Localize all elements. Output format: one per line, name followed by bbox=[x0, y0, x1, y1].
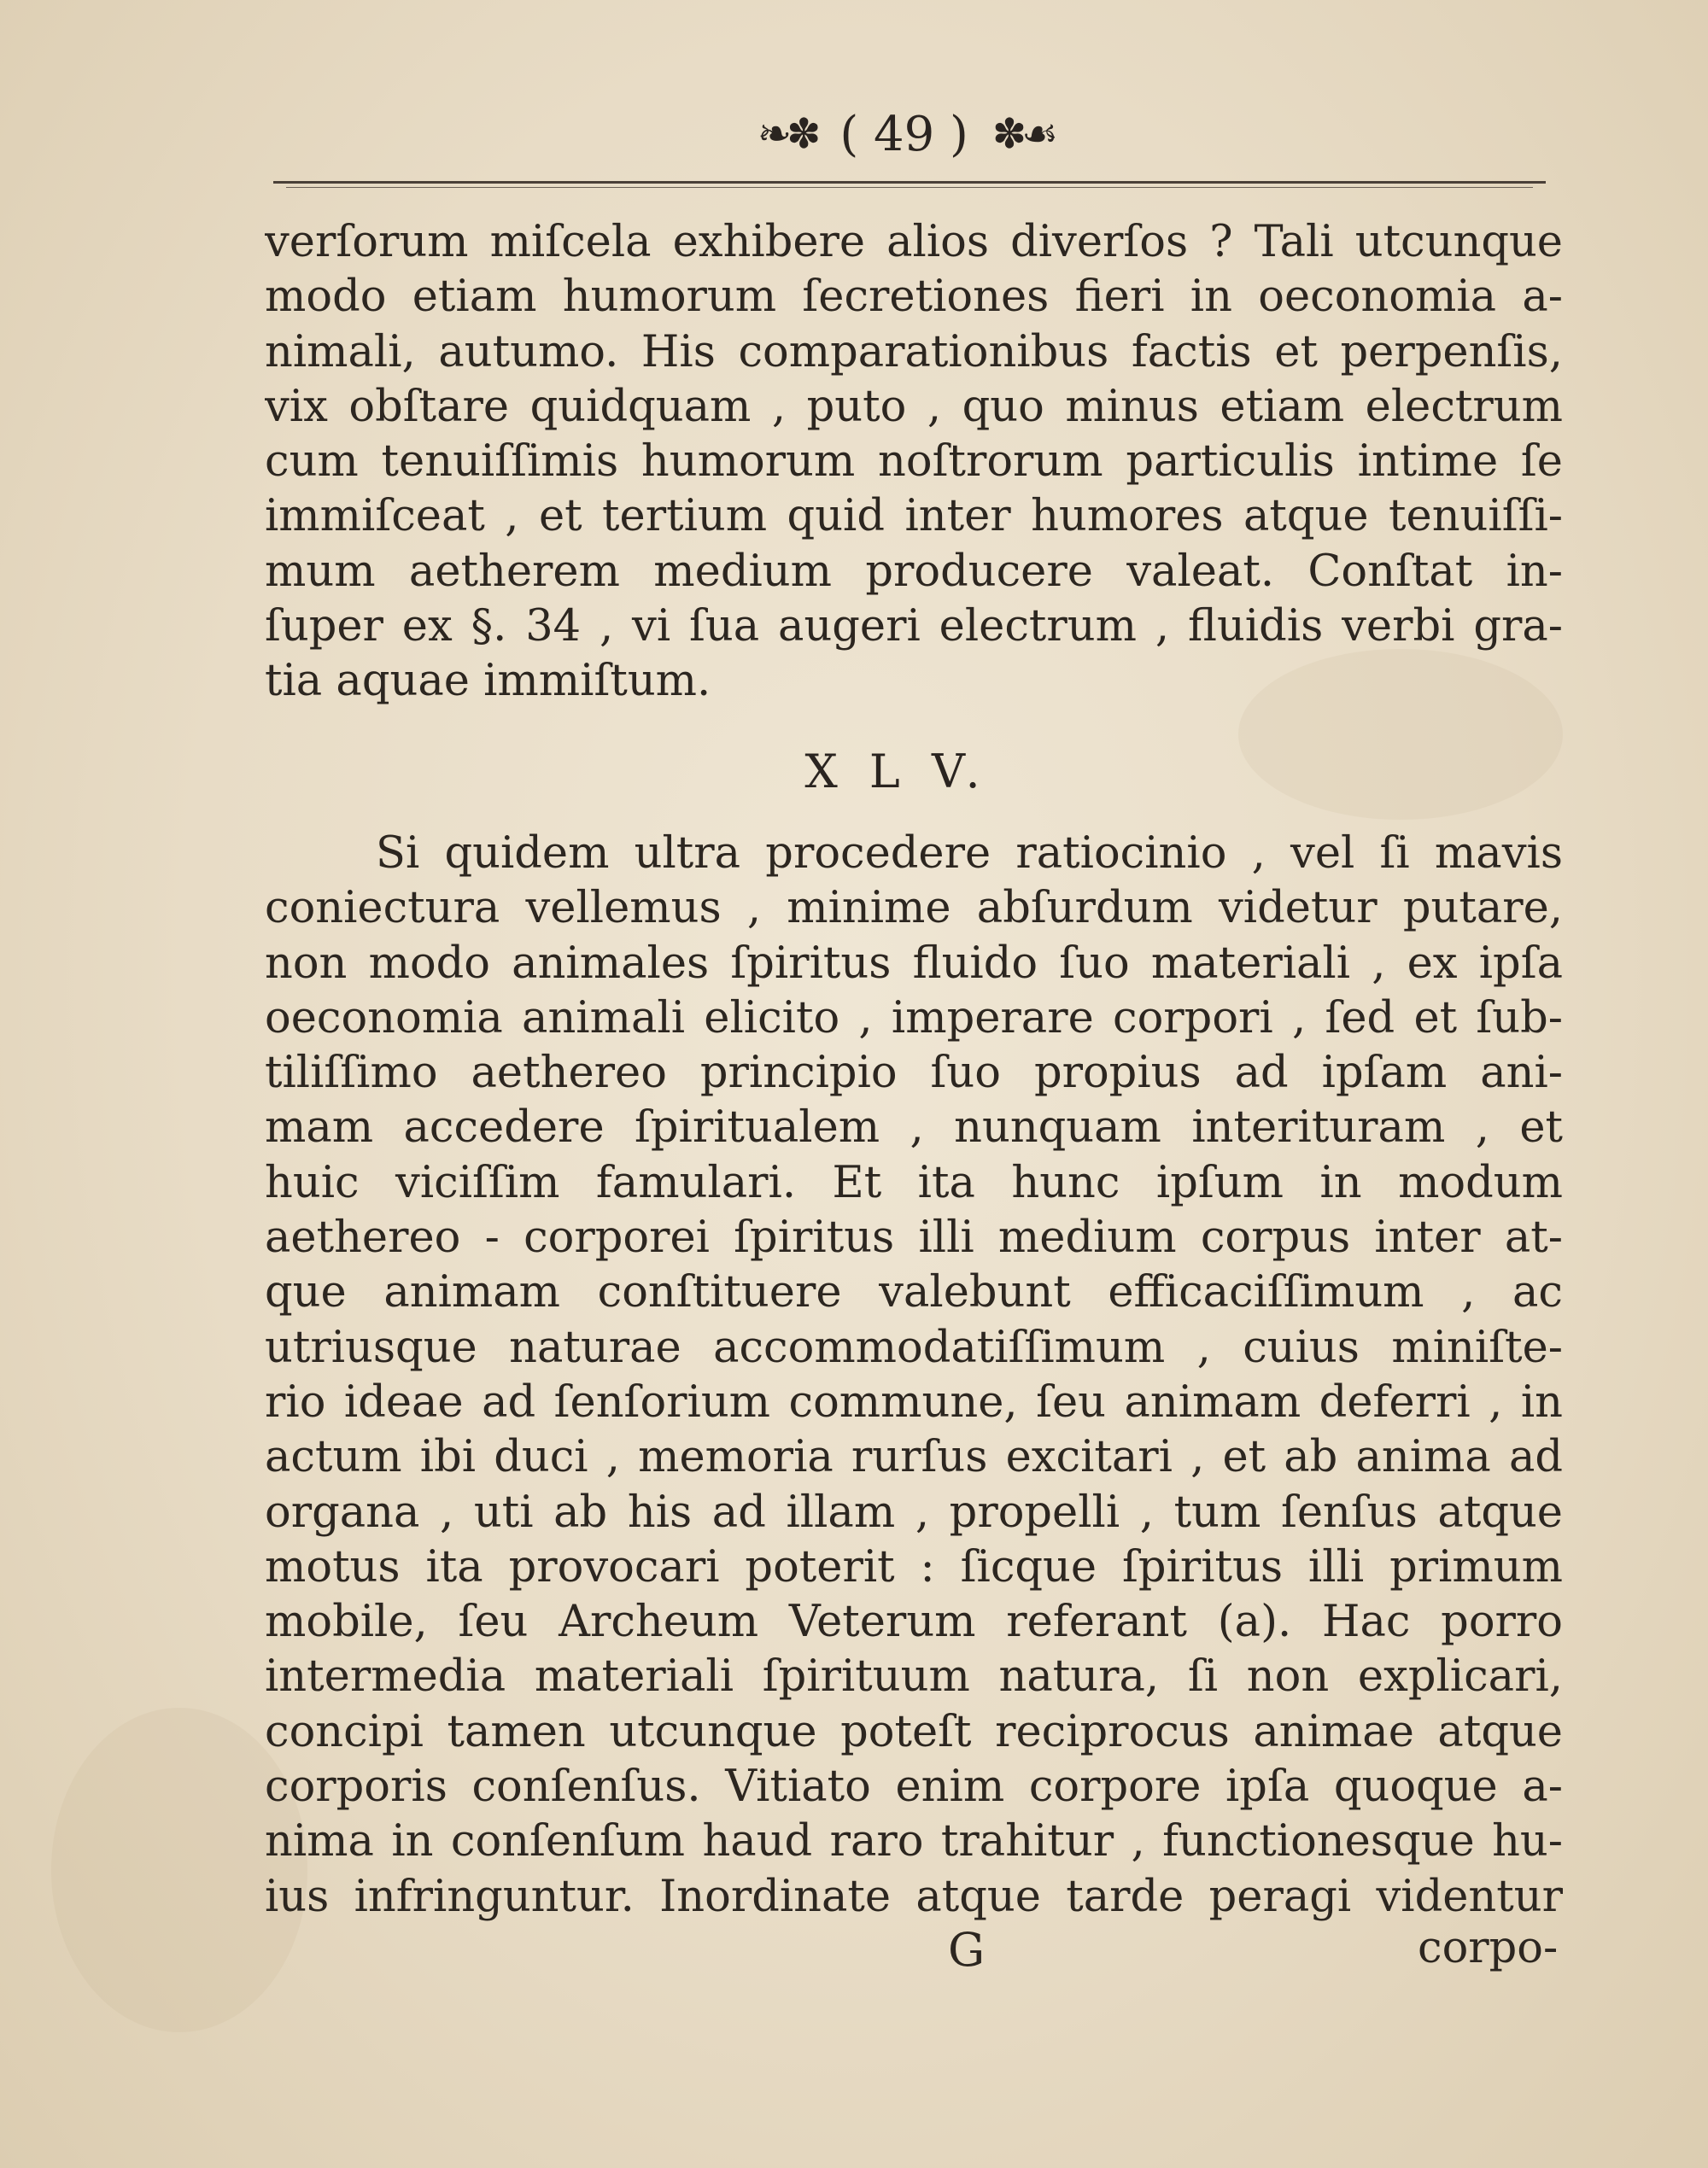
section-heading: X L V. bbox=[804, 745, 989, 798]
text-line: aethereo - corporei ſpiritus illi medium corpus inter at- bbox=[265, 1213, 1563, 1264]
text-line: oeconomia animali elicito , imperare corpori , ſed et ſub- bbox=[265, 992, 1563, 1043]
text-line: mam accedere ſpiritualem , nunquam interituram , et bbox=[265, 1102, 1563, 1154]
text-line: organa , uti ab his ad illam , propelli , tum ſenſus atque bbox=[265, 1487, 1563, 1538]
paragraph-2 bbox=[265, 827, 1563, 1925]
text-line: rio ideae ad ſenſorium commune, ſeu animam deferri , in bbox=[265, 1376, 1563, 1428]
text-line: ius infringuntur. Inordinate atque tarde peragi videntur bbox=[265, 1871, 1563, 1922]
catchword: corpo- bbox=[1418, 1923, 1559, 1973]
text-line: huic viciſſim famulari. Et ita hunc ipſum in modum bbox=[265, 1157, 1563, 1208]
text-line: motus ita provocari poterit : ſicque ſpiritus illi primum bbox=[265, 1541, 1563, 1592]
text-line: vix obſtare quidquam , puto , quo minus etiam electrum bbox=[265, 381, 1563, 432]
text-line: intermedia materiali ſpirituum natura, ſi non explicari, bbox=[265, 1651, 1563, 1703]
text-line: coniectura vellemus , minime abſurdum videtur putare, bbox=[265, 883, 1563, 934]
text-line: non modo animales ſpiritus fluido ſuo materiali , ex ipſa bbox=[265, 938, 1563, 989]
text-line: tia aquae immiſtum. bbox=[265, 656, 711, 707]
header-rule-thin bbox=[286, 187, 1533, 188]
page-number: ( 49 ) bbox=[839, 106, 968, 162]
text-line: verſorum miſcela exhibere alios diverſos ? Tali utcunque bbox=[265, 217, 1563, 267]
text-line: nima in conſenſum haud raro trahitur , functionesque hu- bbox=[265, 1816, 1563, 1867]
text-line: tiliſſimo aethereo principio ſuo propius ad ipſam ani- bbox=[265, 1048, 1563, 1099]
text-line: cum tenuiſſimis humorum noſtrorum particulis intime ſe bbox=[265, 436, 1563, 488]
text-line: concipi tamen utcunque poteſt reciprocus animae atque bbox=[265, 1706, 1563, 1757]
text-line: corporis conſenſus. Vitiato enim corpore ipſa quoque a- bbox=[265, 1762, 1563, 1813]
text-line: mobile, ſeu Archeum Veterum referant (a). Hac porro bbox=[265, 1597, 1563, 1648]
text-line: actum ibi duci , memoria rurſus excitari , et ab anima ad bbox=[265, 1432, 1563, 1483]
text-line: mum aetherem medium producere valeat. Conſtat in- bbox=[265, 546, 1563, 597]
text-line: nimali, autumo. His comparationibus factis et perpenſis, bbox=[265, 326, 1563, 377]
header-rule bbox=[273, 181, 1546, 184]
right-fleuron-ornament-icon: ✽☙ bbox=[991, 110, 1054, 158]
text-line: Si quidem ultra procedere ratiocinio , vel ſi mavis bbox=[376, 828, 1563, 879]
page-header bbox=[675, 96, 1136, 172]
text-line: ſuper ex §. 34 , vi ſua augeri electrum , fluidis verbi gra- bbox=[265, 601, 1563, 652]
text-line: modo etiam humorum ſecretiones fieri in oeconomia a- bbox=[265, 272, 1563, 323]
left-fleuron-ornament-icon: ❧✽ bbox=[757, 110, 816, 158]
paragraph-1 bbox=[265, 215, 1563, 710]
signature-mark: G bbox=[948, 1923, 986, 1977]
text-line: utriusque naturae accommodatiſſimum , cuius miniſte- bbox=[265, 1322, 1563, 1373]
text-line: que animam conſtituere valebunt efficaciſſimum , ac bbox=[265, 1267, 1563, 1318]
text-line: immiſceat , et tertium quid inter humores atque tenuiſſi- bbox=[265, 491, 1563, 542]
